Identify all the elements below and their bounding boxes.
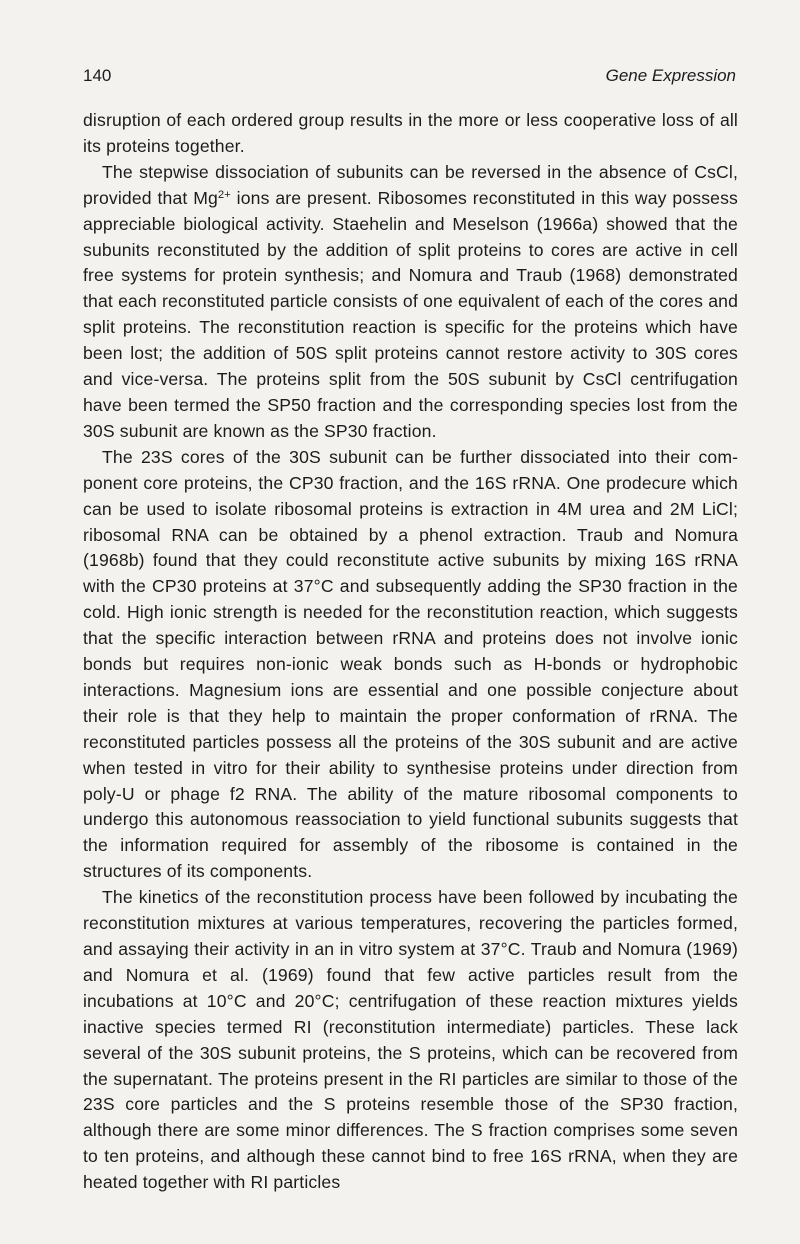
paragraph-2-text-b: ions are present. Ribosomes reconstituted in this way possess appreciable biological activity. Staehelin and Meselson (1966a) showed that the subunits reconstituted by the addition of split proteins to cores are active in cell free systems for protein synthesis; and Nomura and Traub (1968) demonstrated that each reconstituted particle consists of one equivalent of each of the cores and split proteins. The reconstitution reaction is specific for the proteins which have been lost; the addition of 50S split proteins cannot restore activity to 30S cores and vice-versa. The proteins split from the 50S subunit by CsCl centrifugation have been termed the SP50 fraction and the corresponding species lost from the 30S subunit are known as the SP30 fraction. <box>83 187 738 441</box>
paragraph-2 <box>83 160 738 445</box>
superscript-charge: 2+ <box>218 188 231 201</box>
paragraph-2-text-a: The stepwise dissociation of subunits can be reversed in the absence of CsCl, provided that Mg <box>83 161 738 208</box>
page-number: 140 <box>83 66 112 85</box>
paragraph-4: The kinetics of the reconstitution process have been followed by incubating the reconstitution mixtures at various temperatures, recovering the particles formed, and assaying their activity in an in vitro system at 37°C. Traub and Nomura (1969) and Nomura et al. (1969) found that few active particles result from the incubations at 10°C and 20°C; centrifugation of these reaction mixtures yields inactive species termed RI (reconstitution intermediate) particles. These lack several of the 30S subunit proteins, the S proteins, which can be recovered from the supernatant. The proteins present in the RI particles are similar to those of the 23S core particles and the S proteins resemble those of the SP30 fraction, although there are some minor differences. The S fraction comprises some seven to ten proteins, and although these cannot bind to free 16S rRNA, when they are heated together with RI particles <box>83 887 738 1193</box>
body-text <box>83 108 738 1196</box>
paragraph-3: The 23S cores of the 30S subunit can be further dissociated into their component core proteins, the CP30 fraction, and the 16S rRNA. One prodecure which can be used to isolate ribosomal proteins is extraction in 4M urea and 2M LiCl; ribosomal RNA can be obtained by a phenol extraction. Traub and Nomura (1968b) found that they could reconstitute active subunits by mixing 16S rRNA with the CP30 proteins at 37°C and subsequently adding the SP30 fraction in the cold. High ionic strength is needed for the reconstitution reaction, which suggests that the specific interaction between rRNA and proteins does not involve ionic bonds but requires non-ionic weak bonds such as H-bonds or hydrophobic interactions. Magnesium ions are essential and one possible conjecture about their role is that they help to maintain the proper conformation of rRNA. The reconstituted particles possess all the proteins of the 30S subunit and are active when tested in vitro for their ability to synthesise proteins under direction from poly-U or phage f2 RNA. The ability of the mature ribosomal components to undergo this autonomous reassociation to yield functional subunits suggests that the information required for assembly of the ribosome is contained in the structures of its components. <box>83 446 738 882</box>
running-title: Gene Expression <box>605 66 736 85</box>
paragraph-1: disruption of each ordered group results in the more or less cooperative loss of all its proteins together. <box>83 110 738 156</box>
